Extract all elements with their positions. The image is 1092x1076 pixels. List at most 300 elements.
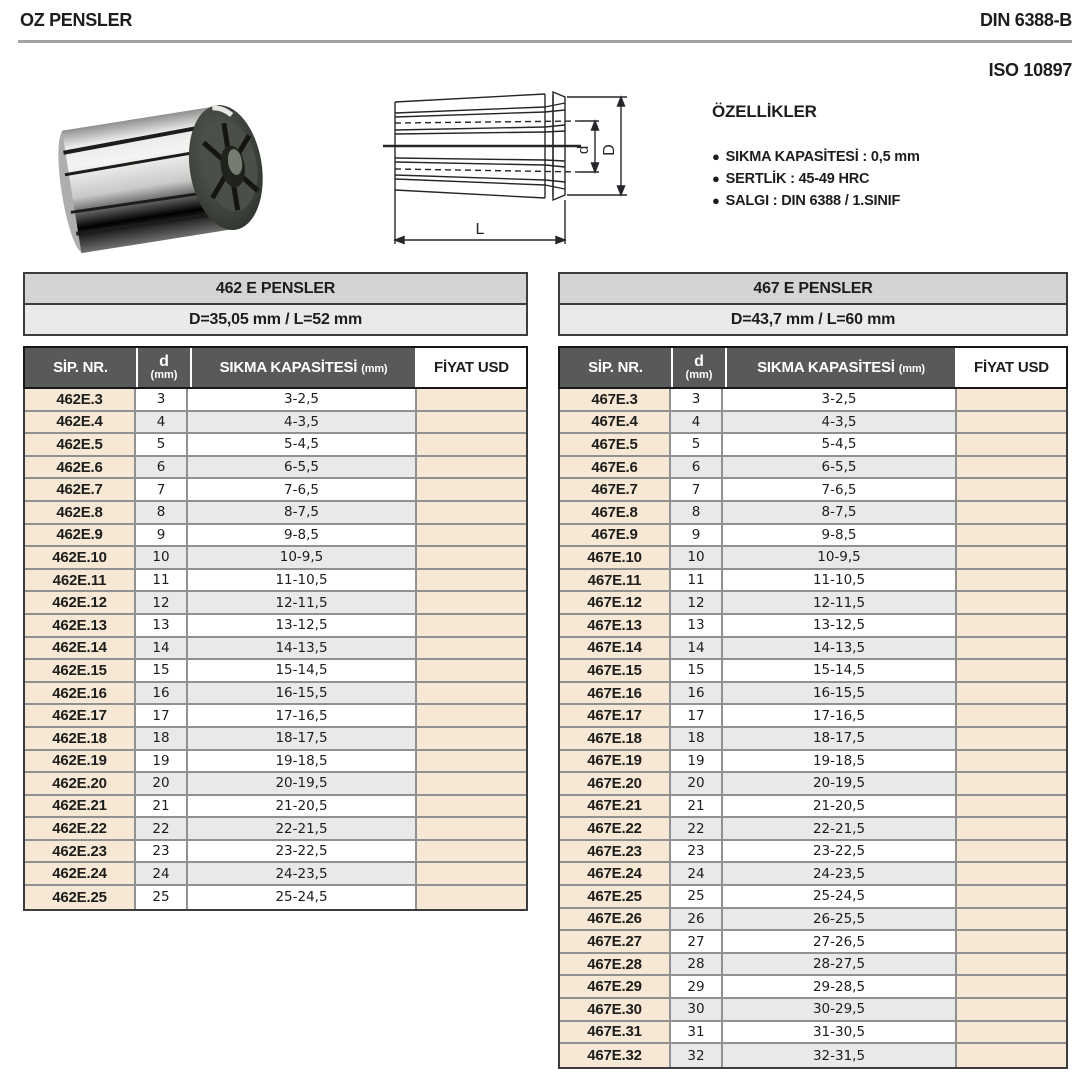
cell-sip-nr: 467E.25 (560, 886, 671, 907)
cell-d-mm: 21 (136, 796, 188, 817)
column-header-sip-nr: SİP. NR. (560, 348, 671, 387)
feature-text: SALGI : DIN 6388 / 1.SINIF (725, 193, 901, 209)
cell-sip-nr: 467E.23 (560, 841, 671, 862)
cell-sip-nr: 467E.27 (560, 931, 671, 952)
cell-capacity: 12-11,5 (188, 592, 417, 613)
cell-sip-nr: 467E.15 (560, 660, 671, 681)
cell-d-mm: 23 (136, 841, 188, 862)
table-row (560, 660, 1066, 683)
cell-d-mm: 4 (671, 412, 723, 433)
cell-sip-nr: 467E.26 (560, 909, 671, 930)
cell-sip-nr: 462E.20 (25, 773, 136, 794)
cell-d-mm: 8 (136, 502, 188, 523)
cell-sip-nr: 467E.16 (560, 683, 671, 704)
cell-sip-nr: 462E.7 (25, 479, 136, 500)
cell-capacity: 18-17,5 (188, 728, 417, 749)
table-row (560, 886, 1066, 909)
cell-d-mm: 18 (671, 728, 723, 749)
cell-d-mm: 11 (136, 570, 188, 591)
cell-sip-nr: 462E.23 (25, 841, 136, 862)
table-row (560, 773, 1066, 796)
column-header-d-label: d (159, 353, 169, 370)
table-row (25, 796, 526, 819)
cell-sip-nr: 462E.14 (25, 638, 136, 659)
cell-price-usd (417, 592, 526, 613)
cell-d-mm: 10 (671, 547, 723, 568)
cell-price-usd (957, 502, 1066, 523)
cell-sip-nr: 467E.11 (560, 570, 671, 591)
table-row (25, 886, 526, 909)
cell-capacity: 4-3,5 (723, 412, 957, 433)
cell-price-usd (417, 615, 526, 636)
cell-d-mm: 9 (136, 525, 188, 546)
cell-sip-nr: 467E.3 (560, 389, 671, 410)
cell-sip-nr: 462E.21 (25, 796, 136, 817)
table-row (560, 479, 1066, 502)
cell-d-mm: 16 (136, 683, 188, 704)
cell-capacity: 13-12,5 (723, 615, 957, 636)
table-row (25, 570, 526, 593)
table-row (25, 502, 526, 525)
cell-sip-nr: 467E.21 (560, 796, 671, 817)
cell-capacity: 5-4,5 (188, 434, 417, 455)
table-row (560, 525, 1066, 548)
cell-sip-nr: 467E.14 (560, 638, 671, 659)
column-header-capacity-label: SIKMA KAPASİTESİ (757, 359, 895, 376)
collet-photo (50, 88, 295, 258)
cell-sip-nr: 462E.22 (25, 818, 136, 839)
features-section (712, 102, 1042, 212)
cell-capacity: 19-18,5 (723, 751, 957, 772)
cell-capacity: 25-24,5 (723, 886, 957, 907)
cell-price-usd (417, 389, 526, 410)
cell-d-mm: 25 (136, 886, 188, 909)
cell-price-usd (417, 796, 526, 817)
cell-sip-nr: 467E.17 (560, 705, 671, 726)
cell-price-usd (417, 638, 526, 659)
table-header-row (23, 346, 528, 389)
cell-capacity: 9-8,5 (188, 525, 417, 546)
table-row (560, 502, 1066, 525)
cell-capacity: 6-5,5 (723, 457, 957, 478)
column-header-capacity-unit: (mm) (361, 363, 388, 375)
table-row (25, 863, 526, 886)
table-row (25, 525, 526, 548)
standard-iso-label: ISO 10897 (988, 60, 1072, 80)
table-row (25, 773, 526, 796)
table-row (560, 863, 1066, 886)
cell-sip-nr: 467E.19 (560, 751, 671, 772)
cell-d-mm: 22 (671, 818, 723, 839)
table-body (23, 389, 528, 911)
table-row (25, 389, 526, 412)
cell-price-usd (957, 909, 1066, 930)
cell-price-usd (417, 502, 526, 523)
cell-sip-nr: 462E.25 (25, 886, 136, 909)
column-header-capacity (727, 348, 955, 387)
collet-technical-drawing (383, 84, 649, 258)
cell-sip-nr: 467E.28 (560, 954, 671, 975)
cell-d-mm: 13 (136, 615, 188, 636)
cell-price-usd (417, 886, 526, 909)
cell-capacity: 16-15,5 (723, 683, 957, 704)
cell-sip-nr: 467E.32 (560, 1044, 671, 1067)
cell-sip-nr: 462E.6 (25, 457, 136, 478)
table-row (560, 954, 1066, 977)
cell-d-mm: 6 (136, 457, 188, 478)
cell-price-usd (417, 751, 526, 772)
cell-price-usd (957, 841, 1066, 862)
cell-price-usd (417, 547, 526, 568)
cell-sip-nr: 467E.5 (560, 434, 671, 455)
dim-label-D: D (601, 144, 618, 156)
feature-item (712, 190, 1042, 212)
cell-d-mm: 19 (136, 751, 188, 772)
table-row (25, 728, 526, 751)
column-header-d-label: d (694, 353, 704, 370)
cell-price-usd (957, 773, 1066, 794)
cell-sip-nr: 467E.31 (560, 1022, 671, 1043)
table-row (560, 592, 1066, 615)
cell-capacity: 22-21,5 (723, 818, 957, 839)
cell-d-mm: 12 (671, 592, 723, 613)
cell-capacity: 16-15,5 (188, 683, 417, 704)
cell-d-mm: 14 (136, 638, 188, 659)
cell-sip-nr: 467E.4 (560, 412, 671, 433)
cell-d-mm: 7 (671, 479, 723, 500)
cell-d-mm: 4 (136, 412, 188, 433)
table-row (560, 1022, 1066, 1045)
cell-capacity: 5-4,5 (723, 434, 957, 455)
feature-item (712, 168, 1042, 190)
table-row (25, 434, 526, 457)
cell-d-mm: 15 (136, 660, 188, 681)
table-row (25, 751, 526, 774)
cell-sip-nr: 467E.22 (560, 818, 671, 839)
column-header-d (138, 348, 190, 387)
cell-price-usd (957, 818, 1066, 839)
cell-sip-nr: 467E.24 (560, 863, 671, 884)
cell-capacity: 3-2,5 (188, 389, 417, 410)
cell-sip-nr: 462E.9 (25, 525, 136, 546)
cell-price-usd (417, 412, 526, 433)
cell-price-usd (957, 412, 1066, 433)
cell-price-usd (417, 728, 526, 749)
table-row (560, 796, 1066, 819)
cell-sip-nr: 462E.10 (25, 547, 136, 568)
table-subtitle: D=35,05 mm / L=52 mm (25, 305, 526, 334)
cell-d-mm: 13 (671, 615, 723, 636)
column-header-sip-nr: SİP. NR. (25, 348, 136, 387)
cell-price-usd (417, 683, 526, 704)
table-row (560, 638, 1066, 661)
table-subtitle: D=43,7 mm / L=60 mm (560, 305, 1066, 334)
table-row (560, 999, 1066, 1022)
table-title: 467 E PENSLER (560, 274, 1066, 305)
table-row (560, 728, 1066, 751)
table-row (25, 457, 526, 480)
cell-sip-nr: 467E.7 (560, 479, 671, 500)
cell-sip-nr: 462E.15 (25, 660, 136, 681)
cell-price-usd (417, 660, 526, 681)
cell-sip-nr: 462E.17 (25, 705, 136, 726)
table-row (25, 615, 526, 638)
cell-capacity: 12-11,5 (723, 592, 957, 613)
column-header-d-unit: (mm) (150, 369, 178, 381)
cell-price-usd (417, 457, 526, 478)
cell-capacity: 29-28,5 (723, 976, 957, 997)
table-row (560, 751, 1066, 774)
table-row (25, 841, 526, 864)
cell-capacity: 6-5,5 (188, 457, 417, 478)
cell-sip-nr: 467E.29 (560, 976, 671, 997)
cell-price-usd (957, 796, 1066, 817)
cell-capacity: 25-24,5 (188, 886, 417, 909)
cell-d-mm: 25 (671, 886, 723, 907)
cell-sip-nr: 462E.13 (25, 615, 136, 636)
table-row (560, 976, 1066, 999)
table-row (25, 638, 526, 661)
cell-capacity: 4-3,5 (188, 412, 417, 433)
cell-price-usd (417, 818, 526, 839)
cell-d-mm: 31 (671, 1022, 723, 1043)
cell-capacity: 14-13,5 (723, 638, 957, 659)
table-row (25, 660, 526, 683)
page-title: OZ PENSLER (20, 10, 133, 30)
cell-capacity: 28-27,5 (723, 954, 957, 975)
cell-capacity: 27-26,5 (723, 931, 957, 952)
bullet-icon: ● (712, 149, 720, 164)
cell-sip-nr: 462E.4 (25, 412, 136, 433)
cell-sip-nr: 462E.24 (25, 863, 136, 884)
table-row (25, 818, 526, 841)
cell-sip-nr: 467E.10 (560, 547, 671, 568)
column-header-d (673, 348, 725, 387)
cell-sip-nr: 462E.8 (25, 502, 136, 523)
table-row (25, 547, 526, 570)
cell-capacity: 32-31,5 (723, 1044, 957, 1067)
cell-d-mm: 17 (136, 705, 188, 726)
table-row (25, 705, 526, 728)
cell-d-mm: 18 (136, 728, 188, 749)
cell-price-usd (417, 863, 526, 884)
cell-price-usd (957, 976, 1066, 997)
cell-sip-nr: 462E.18 (25, 728, 136, 749)
cell-capacity: 17-16,5 (188, 705, 417, 726)
cell-d-mm: 21 (671, 796, 723, 817)
cell-capacity: 19-18,5 (188, 751, 417, 772)
table-header-row (558, 346, 1068, 389)
table-title-box (23, 272, 528, 336)
cell-d-mm: 20 (136, 773, 188, 794)
cell-capacity: 20-19,5 (188, 773, 417, 794)
bullet-icon: ● (712, 193, 720, 208)
cell-sip-nr: 467E.18 (560, 728, 671, 749)
cell-d-mm: 30 (671, 999, 723, 1020)
column-header-capacity (192, 348, 415, 387)
cell-sip-nr: 462E.5 (25, 434, 136, 455)
cell-capacity: 15-14,5 (723, 660, 957, 681)
cell-capacity: 26-25,5 (723, 909, 957, 930)
cell-capacity: 9-8,5 (723, 525, 957, 546)
cell-capacity: 18-17,5 (723, 728, 957, 749)
cell-sip-nr: 462E.11 (25, 570, 136, 591)
table-row (560, 412, 1066, 435)
cell-price-usd (957, 954, 1066, 975)
column-header-d-unit: (mm) (685, 369, 713, 381)
feature-text: SIKMA KAPASİTESİ : 0,5 mm (725, 149, 920, 165)
cell-d-mm: 5 (136, 434, 188, 455)
cell-capacity: 8-7,5 (723, 502, 957, 523)
cell-d-mm: 5 (671, 434, 723, 455)
cell-capacity: 14-13,5 (188, 638, 417, 659)
table-row (560, 931, 1066, 954)
cell-price-usd (957, 638, 1066, 659)
cell-price-usd (957, 457, 1066, 478)
cell-price-usd (417, 841, 526, 862)
cell-price-usd (417, 705, 526, 726)
cell-d-mm: 27 (671, 931, 723, 952)
cell-price-usd (957, 547, 1066, 568)
cell-capacity: 24-23,5 (723, 863, 957, 884)
cell-price-usd (417, 479, 526, 500)
cell-sip-nr: 467E.13 (560, 615, 671, 636)
table-row (25, 412, 526, 435)
table-row (560, 615, 1066, 638)
cell-d-mm: 17 (671, 705, 723, 726)
table-row (25, 683, 526, 706)
cell-d-mm: 19 (671, 751, 723, 772)
table-467e-pensler (558, 272, 1068, 1069)
cell-d-mm: 24 (136, 863, 188, 884)
table-row (25, 479, 526, 502)
bullet-icon: ● (712, 171, 720, 186)
cell-sip-nr: 462E.3 (25, 389, 136, 410)
cell-price-usd (957, 728, 1066, 749)
table-row (560, 818, 1066, 841)
cell-capacity: 24-23,5 (188, 863, 417, 884)
cell-capacity: 3-2,5 (723, 389, 957, 410)
feature-text: SERTLİK : 45-49 HRC (725, 171, 870, 187)
cell-capacity: 13-12,5 (188, 615, 417, 636)
cell-sip-nr: 462E.12 (25, 592, 136, 613)
cell-d-mm: 26 (671, 909, 723, 930)
table-row (560, 457, 1066, 480)
cell-sip-nr: 467E.6 (560, 457, 671, 478)
column-header-price-usd: FİYAT USD (957, 348, 1066, 387)
cell-d-mm: 11 (671, 570, 723, 591)
table-title: 462 E PENSLER (25, 274, 526, 305)
cell-price-usd (957, 525, 1066, 546)
cell-d-mm: 28 (671, 954, 723, 975)
table-row (560, 705, 1066, 728)
table-body (558, 389, 1068, 1069)
cell-d-mm: 3 (136, 389, 188, 410)
cell-price-usd (957, 1044, 1066, 1067)
cell-capacity: 30-29,5 (723, 999, 957, 1020)
cell-price-usd (957, 615, 1066, 636)
cell-capacity: 20-19,5 (723, 773, 957, 794)
cell-sip-nr: 467E.20 (560, 773, 671, 794)
header-divider (18, 40, 1072, 43)
cell-price-usd (417, 434, 526, 455)
cell-d-mm: 24 (671, 863, 723, 884)
cell-price-usd (957, 931, 1066, 952)
cell-capacity: 21-20,5 (723, 796, 957, 817)
cell-d-mm: 10 (136, 547, 188, 568)
cell-price-usd (957, 1022, 1066, 1043)
cell-capacity: 7-6,5 (723, 479, 957, 500)
column-header-price-usd: FİYAT USD (417, 348, 526, 387)
cell-d-mm: 32 (671, 1044, 723, 1067)
cell-d-mm: 8 (671, 502, 723, 523)
column-header-capacity-unit: (mm) (898, 363, 925, 375)
cell-price-usd (957, 886, 1066, 907)
cell-d-mm: 16 (671, 683, 723, 704)
cell-capacity: 10-9,5 (188, 547, 417, 568)
table-title-box (558, 272, 1068, 336)
table-row (560, 389, 1066, 412)
cell-price-usd (957, 570, 1066, 591)
table-row (560, 909, 1066, 932)
cell-capacity: 23-22,5 (188, 841, 417, 862)
cell-d-mm: 3 (671, 389, 723, 410)
cell-price-usd (957, 434, 1066, 455)
cell-price-usd (957, 592, 1066, 613)
column-header-capacity-label: SIKMA KAPASİTESİ (219, 359, 358, 376)
dim-label-L: L (475, 221, 485, 238)
cell-price-usd (957, 863, 1066, 884)
cell-d-mm: 20 (671, 773, 723, 794)
cell-d-mm: 7 (136, 479, 188, 500)
cell-sip-nr: 462E.16 (25, 683, 136, 704)
cell-d-mm: 9 (671, 525, 723, 546)
cell-capacity: 15-14,5 (188, 660, 417, 681)
cell-sip-nr: 467E.30 (560, 999, 671, 1020)
table-row (560, 547, 1066, 570)
cell-price-usd (957, 705, 1066, 726)
cell-d-mm: 14 (671, 638, 723, 659)
cell-d-mm: 23 (671, 841, 723, 862)
cell-d-mm: 15 (671, 660, 723, 681)
cell-sip-nr: 467E.12 (560, 592, 671, 613)
cell-d-mm: 22 (136, 818, 188, 839)
cell-price-usd (417, 570, 526, 591)
cell-d-mm: 29 (671, 976, 723, 997)
table-462e-pensler (23, 272, 528, 911)
cell-sip-nr: 462E.19 (25, 751, 136, 772)
cell-capacity: 22-21,5 (188, 818, 417, 839)
table-row (560, 683, 1066, 706)
features-title: ÖZELLİKLER (712, 102, 817, 121)
table-row (560, 434, 1066, 457)
cell-capacity: 23-22,5 (723, 841, 957, 862)
cell-price-usd (957, 751, 1066, 772)
table-row (560, 1044, 1066, 1067)
cell-price-usd (417, 525, 526, 546)
cell-d-mm: 12 (136, 592, 188, 613)
cell-price-usd (957, 999, 1066, 1020)
table-row (560, 841, 1066, 864)
cell-price-usd (957, 683, 1066, 704)
dim-label-d: d (575, 145, 592, 155)
table-row (25, 592, 526, 615)
cell-capacity: 31-30,5 (723, 1022, 957, 1043)
cell-capacity: 7-6,5 (188, 479, 417, 500)
cell-capacity: 11-10,5 (723, 570, 957, 591)
cell-price-usd (957, 479, 1066, 500)
cell-capacity: 10-9,5 (723, 547, 957, 568)
